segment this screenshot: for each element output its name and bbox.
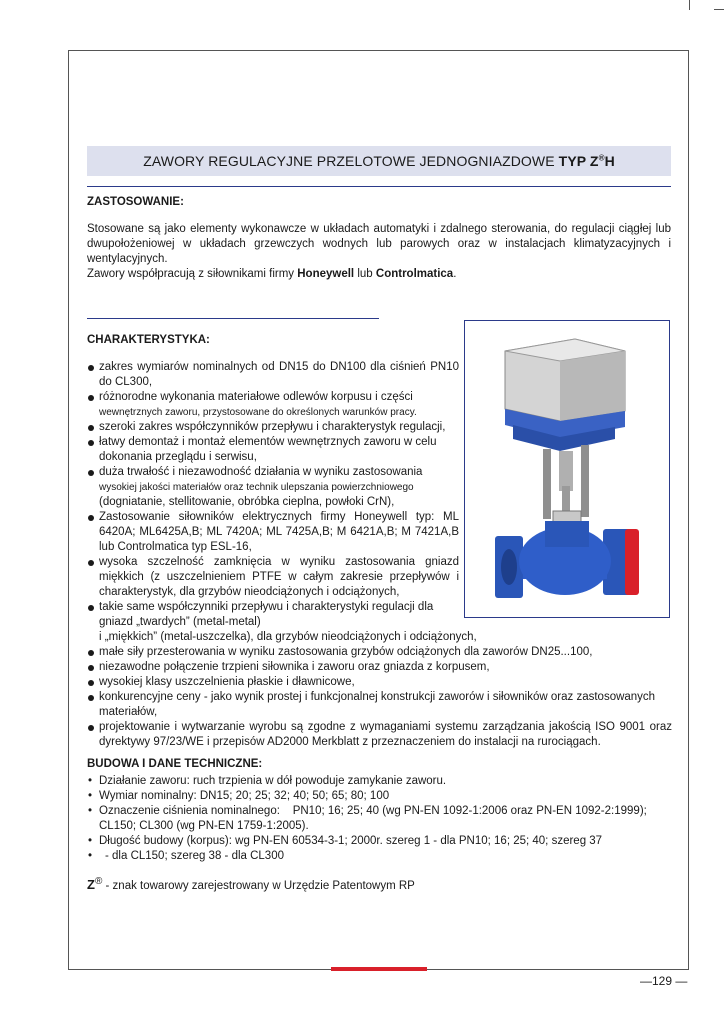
- title-type: TYP Z®H: [558, 153, 615, 169]
- crop-mark-top: [689, 0, 690, 10]
- list-item: duża trwałość i niezawodność działania w wyniku zastosowania: [87, 465, 459, 480]
- list-item: i „miękkich” (metal-uszczelka), dla grzybów nieodciążonych i odciążonych,: [99, 631, 477, 643]
- zastosowanie-text: [87, 222, 671, 282]
- list-item: wysokiej klasy uszczelnienia płaskie i dławnicowe,: [87, 675, 672, 690]
- list-item: • Wymiar nominalny: DN15; 20; 25; 32; 40; 50; 65; 80; 100: [87, 789, 672, 804]
- list-item: wysokiej jakości materiałów oraz technik ulepszania powierzchniowego: [99, 482, 414, 493]
- page-title: ZAWORY REGULACYJNE PRZELOTOWE JEDNOGNIAZDOWE TYP Z®H: [87, 146, 671, 176]
- list-item: • - dla CL150; szereg 38 - dla CL300: [87, 849, 672, 864]
- list-item: zakres wymiarów nominalnych od DN15 do DN100 dla ciśnień PN10 do CL300,: [87, 360, 459, 390]
- trademark-note: [87, 876, 415, 892]
- list-item: projektowanie i wytwarzanie wyrobu są zgodne z wymaganiami systemu zarządzania jakością ISO 9001 oraz dyrektywy 97/23/WE i przepisów AD2000 Merkblatt z przeznaczeniem do instalacji na rurociągach.: [87, 720, 672, 750]
- charakterystyka-heading: CHARAKTERYSTYKA:: [87, 334, 210, 346]
- list-item: łatwy demontaż i montaż elementów wewnętrznych zaworu w celu dokonania przeglądu i serwisu,: [87, 435, 459, 465]
- list-item: niezawodne połączenie trzpieni siłownika i zaworu oraz gniazda z korpusem,: [87, 660, 672, 675]
- budowa-list: [87, 774, 672, 864]
- charakterystyka-rule: [87, 318, 379, 319]
- list-item: konkurencyjne ceny - jako wynik prostej i funkcjonalnej konstrukcji zaworów i siłowników oraz zastosowanych materiałów,: [87, 690, 672, 720]
- crop-mark-right: [714, 9, 724, 10]
- trademark-text: - znak towarowy zarejestrowany w Urzędzie Patentowym RP: [102, 879, 415, 892]
- footer-accent-bar: [331, 967, 427, 971]
- zastosowanie-heading: ZASTOSOWANIE:: [87, 196, 184, 208]
- list-item: małe siły przesterowania w wyniku zastosowania grzybów odciążonych dla zaworów DN25...100,: [87, 645, 672, 660]
- zastosowanie-cooperation: Zawory współpracują z siłownikami firmy Honeywell lub Controlmatica.: [87, 268, 457, 280]
- list-item: szeroki zakres współczynników przepływu i charakterystyk regulacji,: [87, 420, 672, 435]
- list-item: takie same współczynniki przepływu i charakterystyki regulacji dla gniazd „twardych” (metal-metal): [87, 600, 459, 630]
- page-number: —129 —: [640, 974, 688, 988]
- list-item: (dogniatanie, stellitowanie, obróbka cieplna, powłoki CrN),: [99, 496, 395, 508]
- trademark-mark: Z: [87, 876, 95, 892]
- zastosowanie-paragraph: Stosowane są jako elementy wykonawcze w układach automatyki i zdalnego sterowania, do regulacji ciągłej lub dwupołożeniowej w układach grzewczych wodnych lub parowych oraz w instalacjach klimatyzacyjnych i wentylacyjnych.: [87, 223, 671, 265]
- charakterystyka-list: [87, 360, 672, 750]
- budowa-heading: BUDOWA I DANE TECHNICZNE:: [87, 758, 263, 770]
- trademark-reg: ®: [94, 876, 103, 887]
- list-item: • Długość budowy (korpus): wg PN-EN 60534-3-1; 2000r. szereg 1 - dla PN10; 16; 25; 40; szereg 37: [87, 834, 672, 849]
- list-item: wysoka szczelność zamknięcia w wyniku zastosowania gniazd miękkich (z uszczelnieniem PTFE w całym zakresie przepływów i charakterystyk, dla grzybów nieodciążonych i odciążonych,: [87, 555, 459, 600]
- title-rule: [87, 186, 671, 187]
- list-item: wewnętrznych zaworu, przystosowane do określonych warunków pracy.: [99, 407, 417, 418]
- list-item: • Działanie zaworu: ruch trzpienia w dół powoduje zamykanie zaworu.: [87, 774, 672, 789]
- list-item: • Oznaczenie ciśnienia nominalnego: PN10; 16; 25; 40 (wg PN-EN 1092-1:2006 oraz PN-EN 1092-2:1999); CL150; CL300 (wg PN-EN 1759-1:2005).: [87, 804, 672, 834]
- list-item: różnorodne wykonania materiałowe odlewów korpusu i części: [87, 390, 459, 405]
- list-item: Zastosowanie siłowników elektrycznych firmy Honeywell typ: ML 6420A; ML6425A,B; ML 7420A; ML 7425A,B; M 6421A,B; M 7421A,B lub Controlmatica typ ESL-16,: [87, 510, 459, 555]
